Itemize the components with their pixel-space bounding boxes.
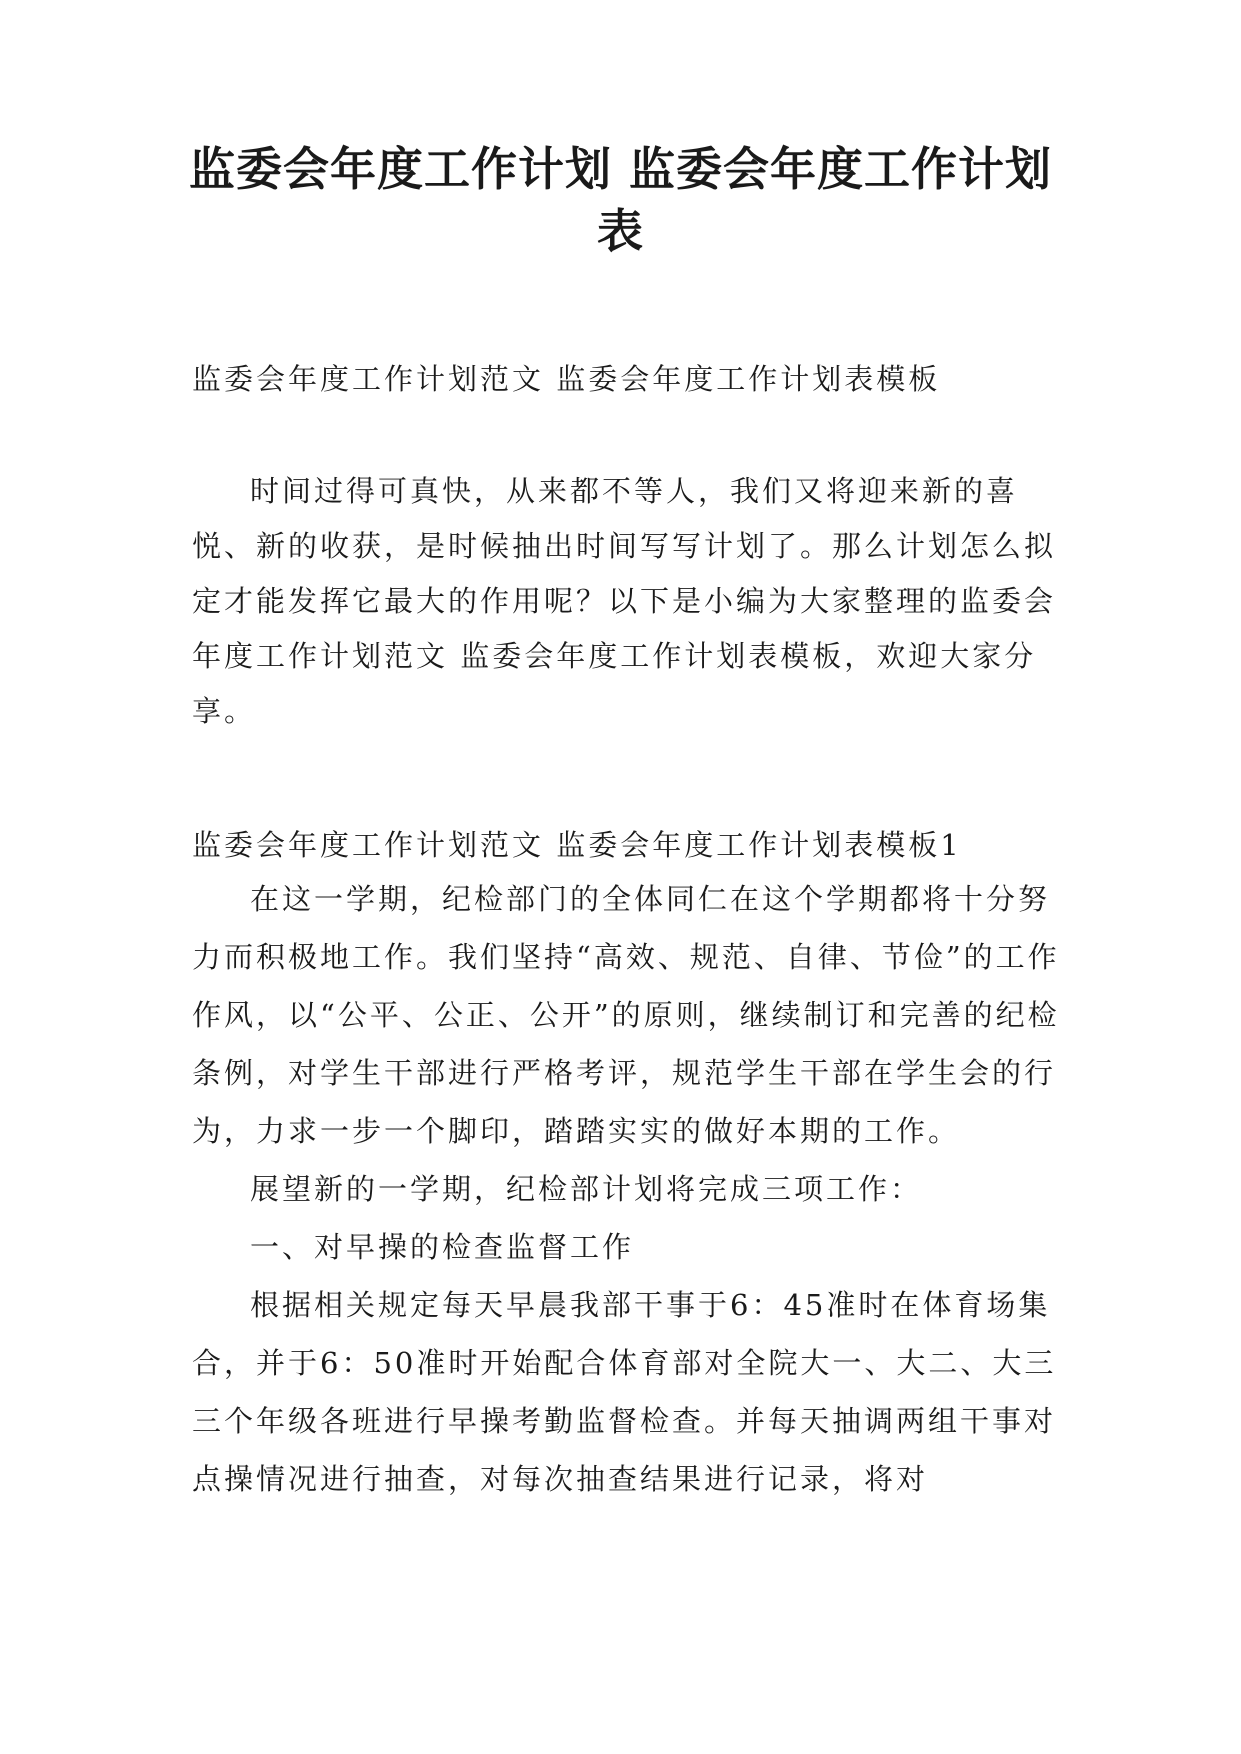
body-paragraph: 在这一学期，纪检部门的全体同仁在这个学期都将十分努力而积极地工作。我们坚持“高效、规范、自律、节俭”的工作作风，以“公平、公正、公开”的原则，继续制订和完善的纪检条例，对学生干部进行严格考评，规范学生干部在学生会的行为，力求一步一个脚印，踏踏实实的做好本期的工作。 [192, 882, 1060, 1148]
title-line-2: 表 [597, 204, 644, 258]
body-paragraph: 一、对早操的检查监督工作 [250, 1230, 635, 1264]
intro-paragraph: 时间过得可真快，从来都不等人，我们又将迎来新的喜悦、新的收获，是时候抽出时间写写计划了。那么计划怎么拟定才能发挥它最大的作用呢？以下是小编为大家整理的监委会年度工作计划范文 监委会年度工作计划表模板，欢迎大家分享。 [192, 474, 1057, 728]
document-subtitle: 监委会年度工作计划范文 监委会年度工作计划表模板 [192, 362, 941, 396]
document-title [150, 138, 1091, 262]
section-heading: 监委会年度工作计划范文 监委会年度工作计划表模板1 [192, 828, 962, 862]
body-paragraph: 根据相关规定每天早晨我部干事于6：45准时在体育场集合，并于6：50准时开始配合体育部对全院大一、大二、大三三个年级各班进行早操考勤监督检查。并每天抽调两组干事对点操情况进行抽查，对每次抽查结果进行记录，将对 [192, 1288, 1057, 1496]
title-line-1: 监委会年度工作计划 监委会年度工作计划 [188, 142, 1052, 196]
body-paragraph: 展望新的一学期，纪检部计划将完成三项工作： [250, 1172, 923, 1206]
section-body [192, 870, 1062, 1508]
